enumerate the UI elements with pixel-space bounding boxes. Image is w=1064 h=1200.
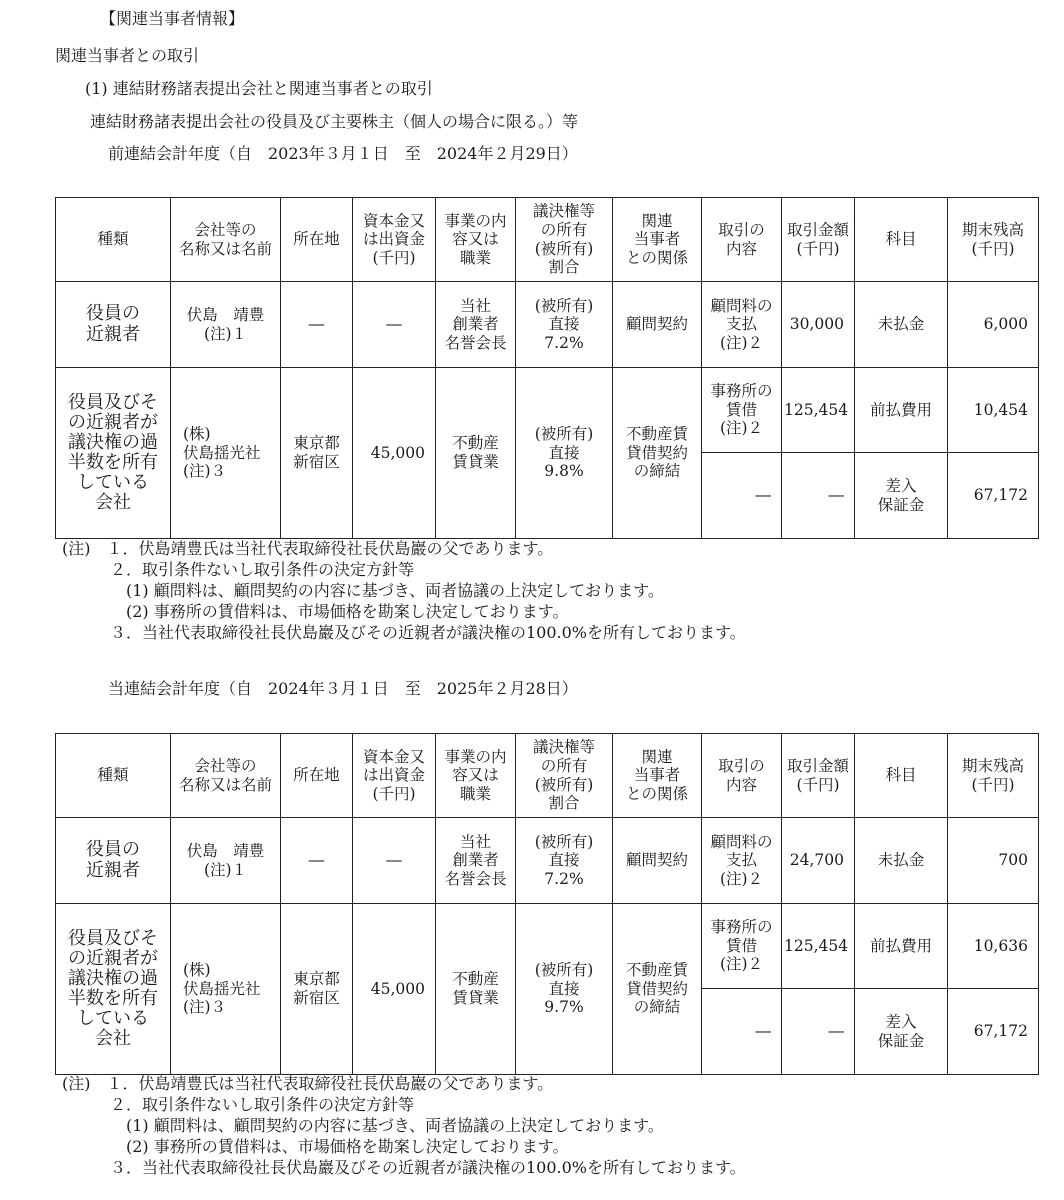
- cell-account: 未払金: [855, 818, 948, 904]
- header-account: [855, 198, 948, 282]
- cell-line: との関係: [625, 248, 688, 267]
- cell-line: 当社: [459, 296, 491, 315]
- cell-content: [702, 368, 782, 453]
- cell-line: 割合: [548, 258, 580, 277]
- header-capital: [353, 734, 436, 818]
- cell-kind: [56, 282, 171, 368]
- cell-line: (千円): [796, 239, 840, 258]
- related-party-table: [55, 733, 1039, 1075]
- cell-line: 創業者: [452, 315, 499, 334]
- cell-line: は出資金: [362, 766, 425, 785]
- cell-line: 東京都: [293, 434, 340, 453]
- cell-line: 新宿区: [293, 453, 340, 471]
- cell-line: 事務所の: [710, 382, 773, 401]
- cell-voting: [516, 282, 613, 368]
- cell-capital: 45,000: [353, 368, 436, 539]
- cell-account: [855, 989, 948, 1075]
- cell-line: 関連: [641, 747, 673, 766]
- cell-name: [171, 282, 281, 368]
- header-content: [702, 198, 782, 282]
- section1-subtitle: 連結財務諸表提出会社の役員及び主要株主（個人の場合に限る。）等: [90, 112, 579, 131]
- cell-line: (注)２: [719, 955, 764, 974]
- cell-line: 伏島揺光社: [183, 443, 261, 462]
- cell-line: 半数を所有: [68, 452, 158, 473]
- cell-line: 名称又は名前: [178, 775, 272, 794]
- cell-line: 種類: [97, 230, 129, 249]
- section-heading: 【関連当事者情報】: [100, 9, 245, 28]
- cell-line: 半数を所有: [68, 988, 158, 1009]
- cell-line: 議決権の過: [68, 431, 158, 453]
- cell-line: の締結: [633, 462, 681, 481]
- cell-line: 割合: [548, 794, 580, 813]
- cell-line: の締結: [633, 998, 681, 1017]
- cell-line: 支払: [725, 851, 757, 870]
- cell-name: [171, 818, 281, 904]
- cell-line: 差入: [885, 1012, 917, 1031]
- cell-line: 内容: [725, 239, 757, 258]
- cell-line: 当社: [459, 832, 491, 851]
- table-row: [56, 818, 1039, 904]
- cell-line: 職業: [459, 248, 491, 267]
- cell-location: ―: [281, 818, 353, 904]
- cell-line: (注)２: [719, 419, 764, 438]
- header-name: [171, 734, 281, 818]
- cell-line: 役員及びそ: [68, 391, 158, 413]
- cell-line: 名誉会長: [444, 869, 507, 888]
- cell-line: 9.7%: [544, 998, 584, 1017]
- cell-line: 役員及びそ: [68, 927, 158, 949]
- notes-block: [62, 1073, 746, 1178]
- cell-line: 事業の内: [444, 747, 507, 766]
- cell-line: 内容: [725, 775, 757, 794]
- cell-line: 直接: [548, 443, 580, 462]
- cell-amount: 30,000: [782, 282, 855, 368]
- cell-relation: [613, 368, 702, 539]
- note-line: (注) １．伏島靖豊氏は当社代表取締役社長伏島巖の父であります。: [62, 1074, 554, 1093]
- table-header-row: [56, 198, 1039, 282]
- cell-line: 直接: [548, 979, 580, 998]
- cell-line: 期末残高: [961, 220, 1024, 239]
- header-kind: [56, 734, 171, 818]
- cell-account: [855, 453, 948, 539]
- cell-kind: [56, 904, 171, 1075]
- header-amount: [782, 198, 855, 282]
- note-line: (1) 顧問料は、顧問契約の内容に基づき、両者協議の上決定しております。: [62, 581, 664, 600]
- cell-line: 会社等の: [194, 220, 257, 239]
- cell-capital: ―: [353, 818, 436, 904]
- cell-voting: [516, 818, 613, 904]
- cell-line: 伏島 靖豊: [186, 305, 265, 324]
- cell-line: 容又は: [452, 766, 499, 785]
- period-title: 当連結会計年度（自 2024年３月１日 至 2025年２月28日）: [108, 679, 578, 698]
- cell-account: 前払費用: [855, 904, 948, 989]
- header-amount: [782, 734, 855, 818]
- cell-line: 賃貸業: [452, 989, 499, 1007]
- cell-line: (注)２: [719, 869, 764, 888]
- cell-line: 資本金又: [362, 211, 425, 230]
- cell-line: 伏島 靖豊: [186, 841, 265, 860]
- cell-line: (千円): [971, 775, 1015, 794]
- cell-line: 顧問料の: [710, 296, 773, 315]
- cell-line: (千円): [796, 775, 840, 794]
- cell-account: 前払費用: [855, 368, 948, 453]
- cell-line: 直接: [548, 315, 580, 334]
- cell-business: [436, 282, 516, 368]
- header-business: [436, 198, 516, 282]
- cell-line: 取引の: [718, 756, 765, 775]
- cell-line: 賃借: [725, 400, 757, 419]
- header-balance: [948, 198, 1039, 282]
- cell-amount: 125,454: [782, 904, 855, 989]
- cell-line: 取引の: [718, 220, 765, 239]
- header-business: [436, 734, 516, 818]
- header-voting: [516, 734, 613, 818]
- header-content: [702, 734, 782, 818]
- cell-line: 名称又は名前: [178, 239, 272, 258]
- cell-line: 顧問料の: [710, 832, 773, 851]
- cell-line: している: [77, 472, 149, 494]
- cell-line: (注)１: [203, 860, 248, 879]
- period-title: 前連結会計年度（自 2023年３月１日 至 2024年２月29日）: [108, 144, 578, 163]
- cell-relation: [613, 904, 702, 1075]
- table-row: [56, 282, 1039, 368]
- note-line: ２．取引条件ないし取引条件の決定方針等: [62, 1095, 415, 1114]
- header-capital: [353, 198, 436, 282]
- cell-line: 近親者: [86, 859, 140, 881]
- cell-line: 保証金: [877, 495, 925, 514]
- cell-line: (被所有): [534, 425, 594, 444]
- cell-kind: [56, 818, 171, 904]
- cell-line: 事業の内: [444, 211, 507, 230]
- cell-content: [702, 818, 782, 904]
- header-relation: [613, 198, 702, 282]
- cell-line: (千円): [971, 239, 1015, 258]
- cell-line: 賃貸業: [452, 453, 499, 471]
- cell-relation: 顧問契約: [613, 818, 702, 904]
- cell-line: 保証金: [877, 1031, 925, 1050]
- note-line: (1) 顧問料は、顧問契約の内容に基づき、両者協議の上決定しております。: [62, 1116, 664, 1135]
- cell-relation: 顧問契約: [613, 282, 702, 368]
- cell-line: (注)２: [719, 333, 764, 352]
- cell-balance: 10,636: [948, 904, 1039, 989]
- cell-line: (被所有): [534, 775, 594, 794]
- cell-location: [281, 904, 353, 1075]
- cell-line: 取引金額: [786, 220, 849, 239]
- cell-capital: 45,000: [353, 904, 436, 1075]
- cell-line: 会社等の: [194, 756, 257, 775]
- cell-balance: 67,172: [948, 989, 1039, 1075]
- note-line: ３．当社代表取締役社長伏島巖及びその近親者が議決権の100.0%を所有しております。: [62, 1158, 746, 1177]
- cell-line: (被所有): [534, 961, 594, 980]
- cell-balance: 6,000: [948, 282, 1039, 368]
- cell-line: (注)１: [203, 324, 248, 343]
- cell-line: 関連: [641, 211, 673, 230]
- header-kind: [56, 198, 171, 282]
- cell-line: 役員の: [86, 839, 140, 861]
- cell-line: 会社: [95, 492, 131, 514]
- cell-line: (注)３: [183, 462, 227, 481]
- cell-balance: 10,454: [948, 368, 1039, 453]
- cell-balance: 700: [948, 818, 1039, 904]
- cell-content: [702, 904, 782, 989]
- cell-line: 名誉会長: [444, 333, 507, 352]
- cell-amount: ―: [782, 989, 855, 1075]
- header-voting: [516, 198, 613, 282]
- cell-line: 事務所の: [710, 918, 773, 937]
- note-line: (2) 事務所の賃借料は、市場価格を勘案し決定しております。: [62, 1137, 569, 1156]
- cell-line: 支払: [725, 315, 757, 334]
- cell-location: ―: [281, 282, 353, 368]
- cell-line: (千円): [372, 248, 416, 267]
- cell-line: (株): [183, 425, 211, 444]
- cell-name: [171, 904, 281, 1075]
- cell-line: 7.2%: [544, 333, 584, 352]
- cell-line: 議決権等: [532, 202, 595, 221]
- cell-line: 創業者: [452, 851, 499, 870]
- cell-line: 職業: [459, 784, 491, 803]
- cell-content: [702, 282, 782, 368]
- cell-line: 新宿区: [293, 989, 340, 1007]
- cell-line: 容又は: [452, 230, 499, 249]
- header-balance: [948, 734, 1039, 818]
- cell-name: [171, 368, 281, 539]
- cell-line: の近親者が: [68, 411, 158, 433]
- notes-block: [62, 538, 746, 643]
- cell-location: [281, 368, 353, 539]
- cell-content: ―: [702, 453, 782, 539]
- cell-amount: 125,454: [782, 368, 855, 453]
- cell-amount: ―: [782, 453, 855, 539]
- cell-line: 科目: [885, 230, 917, 249]
- cell-kind: [56, 368, 171, 539]
- cell-amount: 24,700: [782, 818, 855, 904]
- cell-line: 7.2%: [544, 869, 584, 888]
- cell-business: [436, 368, 516, 539]
- header-location: [281, 198, 353, 282]
- cell-line: 直接: [548, 851, 580, 870]
- header-relation: [613, 734, 702, 818]
- cell-line: 不動産: [452, 434, 499, 453]
- cell-business: [436, 818, 516, 904]
- note-line: (注) １．伏島靖豊氏は当社代表取締役社長伏島巖の父であります。: [62, 539, 554, 558]
- cell-capital: ―: [353, 282, 436, 368]
- cell-line: (株): [183, 961, 211, 980]
- cell-line: 期末残高: [961, 756, 1024, 775]
- header-location: [281, 734, 353, 818]
- cell-line: (被所有): [534, 832, 594, 851]
- table-header-row: [56, 734, 1039, 818]
- cell-line: 貸借契約: [625, 443, 688, 462]
- related-party-table: [55, 197, 1039, 539]
- cell-line: の所有: [540, 756, 588, 775]
- header-account: [855, 734, 948, 818]
- cell-content: ―: [702, 989, 782, 1075]
- cell-business: [436, 904, 516, 1075]
- cell-line: (被所有): [534, 239, 594, 258]
- cell-line: の近親者が: [68, 947, 158, 969]
- cell-line: (千円): [372, 784, 416, 803]
- cell-line: 不動産賃: [625, 425, 688, 444]
- cell-line: 役員の: [86, 303, 140, 325]
- cell-line: 会社: [95, 1028, 131, 1050]
- note-line: (2) 事務所の賃借料は、市場価格を勘案し決定しております。: [62, 602, 569, 621]
- cell-line: との関係: [625, 784, 688, 803]
- cell-line: 不動産賃: [625, 961, 688, 980]
- cell-line: 議決権等: [532, 738, 595, 757]
- cell-line: 当事者: [633, 230, 681, 249]
- note-line: ２．取引条件ないし取引条件の決定方針等: [62, 560, 415, 579]
- section-subheading: 関連当事者との取引: [55, 46, 200, 65]
- cell-line: の所有: [540, 220, 588, 239]
- cell-line: 取引金額: [786, 756, 849, 775]
- cell-line: 貸借契約: [625, 979, 688, 998]
- cell-line: (被所有): [534, 296, 594, 315]
- cell-line: 当事者: [633, 766, 681, 785]
- table-row: [56, 368, 1039, 453]
- cell-line: は出資金: [362, 230, 425, 249]
- cell-voting: [516, 368, 613, 539]
- cell-voting: [516, 904, 613, 1075]
- cell-line: 所在地: [293, 766, 340, 785]
- cell-line: 伏島揺光社: [183, 979, 261, 998]
- cell-line: 科目: [885, 766, 917, 785]
- section1-title: (1) 連結財務諸表提出会社と関連当事者との取引: [85, 79, 433, 98]
- table-row: [56, 904, 1039, 989]
- cell-line: 種類: [97, 766, 129, 785]
- cell-line: (注)３: [183, 998, 227, 1017]
- cell-line: 不動産: [452, 970, 499, 989]
- cell-line: 東京都: [293, 970, 340, 989]
- cell-line: 賃借: [725, 936, 757, 955]
- cell-line: 9.8%: [544, 462, 584, 481]
- cell-account: 未払金: [855, 282, 948, 368]
- cell-line: 差入: [885, 476, 917, 495]
- cell-line: 資本金又: [362, 747, 425, 766]
- cell-line: 議決権の過: [68, 967, 158, 989]
- cell-line: 所在地: [293, 230, 340, 249]
- header-name: [171, 198, 281, 282]
- cell-line: している: [77, 1008, 149, 1030]
- cell-balance: 67,172: [948, 453, 1039, 539]
- note-line: ３．当社代表取締役社長伏島巖及びその近親者が議決権の100.0%を所有しております。: [62, 623, 746, 642]
- cell-line: 近親者: [86, 323, 140, 345]
